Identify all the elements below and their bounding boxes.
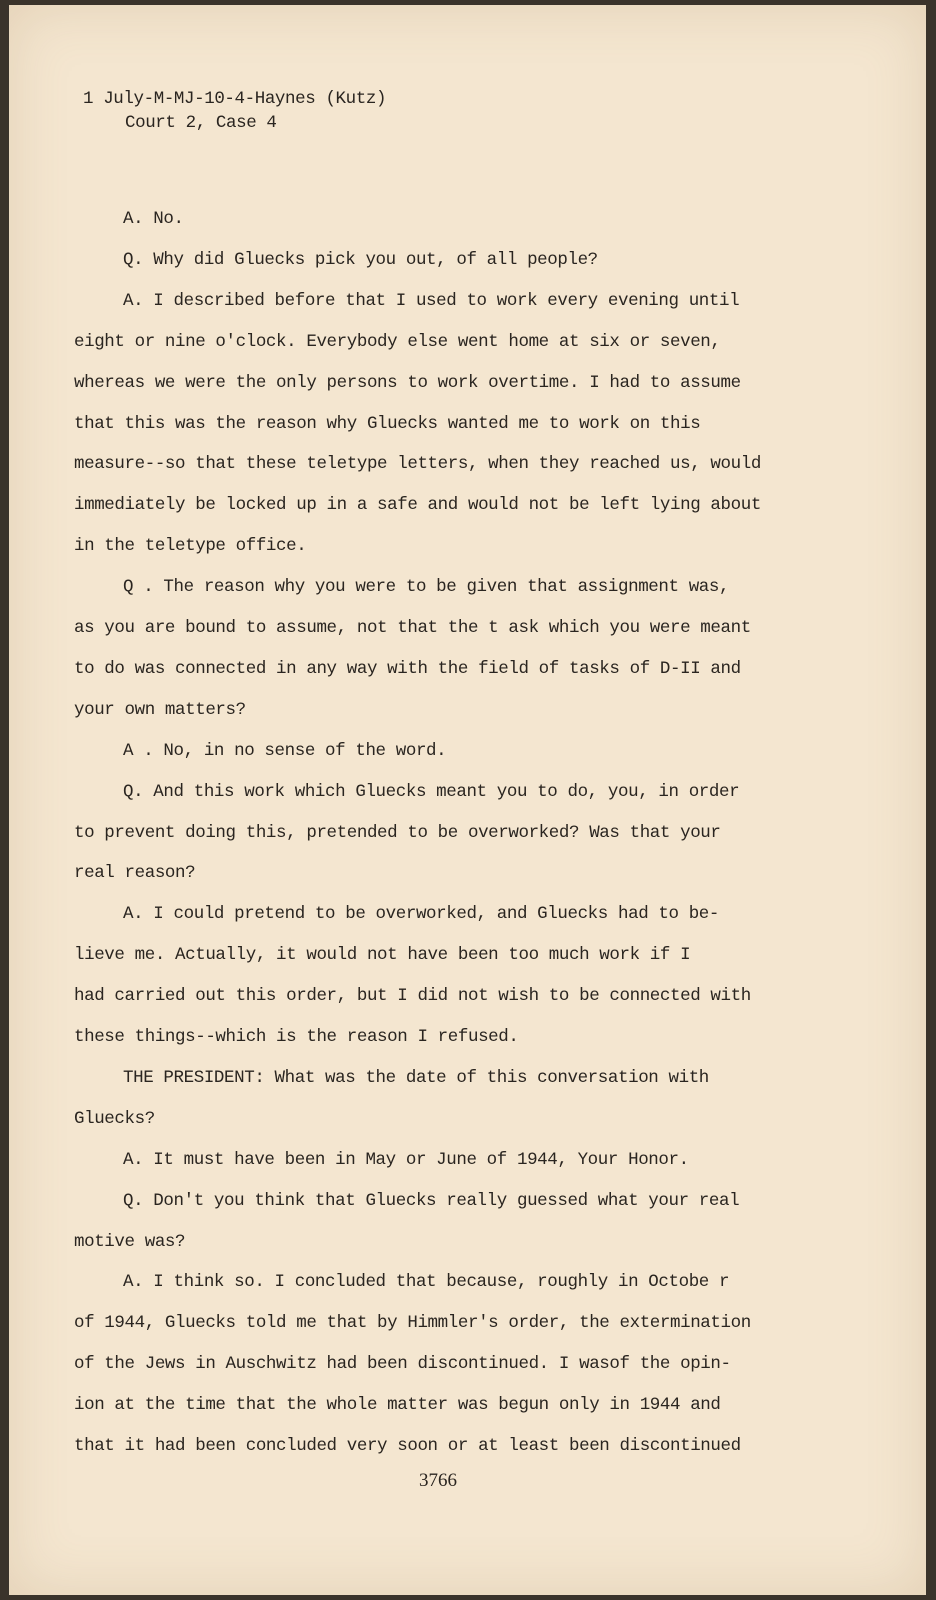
transcript-line: ion at the time that the whole matter was begun only in 1944 and: [74, 1395, 721, 1416]
transcript-line: whereas we were the only persons to work overtime. I had to assume: [74, 372, 741, 393]
document-page: [9, 5, 926, 1595]
transcript-line: as you are bound to assume, not that the t ask which you were meant: [74, 618, 751, 638]
transcript-line: A. I could pretend to be overworked, and Gluecks had to be-: [123, 904, 720, 925]
transcript-line: Q. Why did Gluecks pick you out, of all people?: [123, 249, 598, 270]
transcript-line: in the teletype office.: [74, 536, 307, 557]
transcript-line: motive was?: [74, 1231, 186, 1252]
transcript-line: Q . The reason why you were to be given that assignment was,: [123, 577, 730, 598]
page-number: 3766: [419, 1470, 457, 1491]
transcript-line: real reason?: [74, 863, 196, 884]
transcript-line: had carried out this order, but I did not wish to be connected with: [74, 986, 751, 1007]
transcript-line: A. It must have been in May or June of 1944, Your Honor.: [123, 1149, 689, 1170]
document-header: [83, 87, 386, 135]
transcript-line: your own matters?: [74, 699, 246, 720]
transcript-line: to do was connected in any way with the field of tasks of D-II and: [74, 658, 741, 679]
transcript-line: A. I think so. I concluded that because, roughly in Octobe r: [123, 1272, 730, 1293]
transcript-line: eight or nine o'clock. Everybody else went home at six or seven,: [74, 331, 721, 352]
transcript-line: A . No, in no sense of the word.: [123, 740, 447, 761]
transcript-line: of the Jews in Auschwitz had been discontinued. I wasof the opin-: [74, 1354, 731, 1375]
transcript-line: measure--so that these teletype letters, when they reached us, would: [74, 454, 761, 475]
transcript-line: of 1944, Gluecks told me that by Himmler's order, the extermination: [74, 1313, 751, 1334]
transcript-line: A. I described before that I used to work every evening until: [123, 290, 740, 311]
transcript-line: that this was the reason why Gluecks wanted me to work on this: [74, 413, 701, 434]
transcript-line: Gluecks?: [74, 1108, 155, 1129]
transcript-line: THE PRESIDENT: What was the date of this conversation with: [123, 1067, 709, 1088]
transcript-line: immediately be locked up in a safe and would not be left lying about: [74, 495, 761, 516]
header-court-case: Court 2, Case 4: [125, 113, 277, 133]
transcript-line: to prevent doing this, pretended to be overworked? Was that your: [74, 822, 721, 843]
transcript-line: A. No.: [123, 209, 184, 229]
header-reference: 1 July-M-MJ-10-4-Haynes (Kutz): [83, 89, 387, 109]
transcript-line: that it had been concluded very soon or at least been discontinued: [74, 1436, 741, 1456]
transcript-line: these things--which is the reason I refused.: [74, 1027, 519, 1047]
transcript-line: lieve me. Actually, it would not have been too much work if I: [74, 945, 691, 966]
transcript-line: Q. And this work which Gluecks meant you to do, you, in order: [123, 781, 740, 802]
transcript-line: Q. Don't you think that Gluecks really guessed what your real: [123, 1190, 740, 1211]
